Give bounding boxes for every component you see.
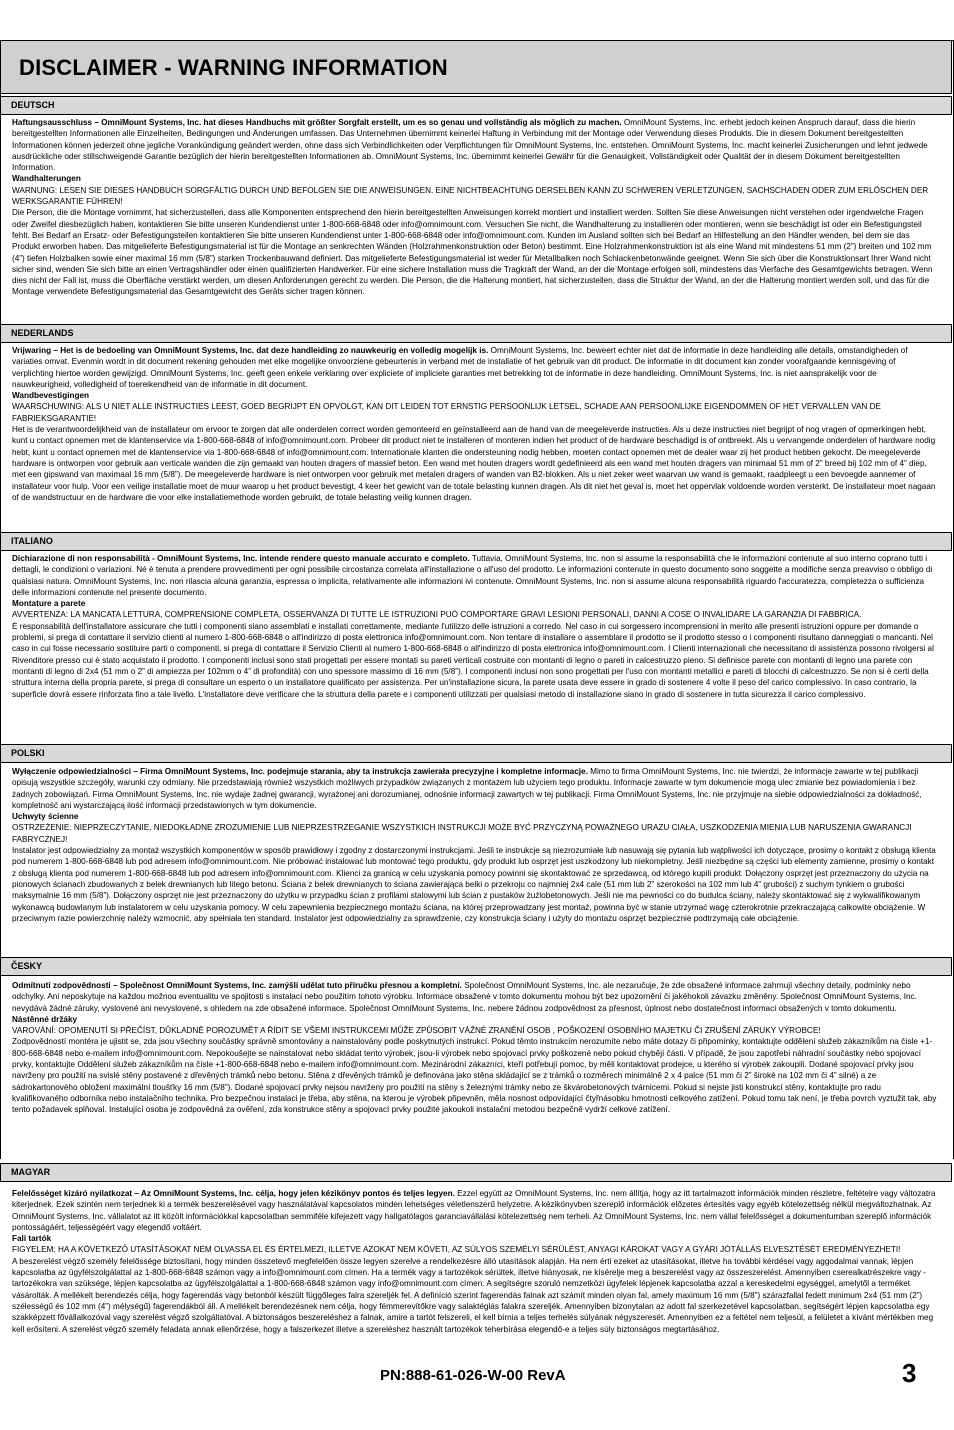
page-title: DISCLAIMER - WARNING INFORMATION bbox=[19, 55, 448, 80]
lead-bold: Dichiarazione di non responsabilità - OmniMount Systems, Inc. intende rendere questo manuale accurato e completo. bbox=[12, 554, 470, 563]
section-heading: ITALIANO bbox=[11, 536, 53, 546]
body-text: Het is de verantwoordelijkheid van de installateur om ervoor te zorgen dat alle onderdelen correct worden gemonteerd en geïnstalleerd aan de hand van de meegeleverde instructies. Als u deze instructies niet begrijpt of nog vragen of opmerkingen hebt, kunt u contact opnemen met de klantenservice via 1-800-668-6848 of info@omnimount.com. Probeer dit product niet te installeren of monteren indien het product of de hardware beschadigd is of ontbreekt. Als u vervangende onderdelen of hardware nodig hebt, kunt u contact opnemen met de klantenservice via 1-800-668-6848 of info@omnimount.com. Internationale klanten die ondersteuning nodig hebben, moeten contact opnemen met de dealer waar zij het product hebben gekocht. De meegeleverde hardware is ontworpen voor gebruik aan verticale wanden die zijn gemaakt van houten dragers of massief beton. Een wand met houten dragers wordt gedefinieerd als een wand met houten dragers van minimaal 51 mm of 2” breed bij 102 mm of 4” diep, met een gipswand van maximaal 16 mm (5/8”). De meegeleverde hardware is niet ontworpen voor gebruik met metalen dragers of wanden van B2-blokken. Als u niet zeker weet waarvan uw wand is gemaakt, raadpleegt u een bevoegde aannemer of installateur voor hulp. Voor een veilige installatie moet de muur waarop u het product bevestigt, 4 keer het gewicht van de totale belasting kunnen dragen. Als dit niet het geval is, moet het oppervlak voldoende worden versterkt. De installateur moet nagaan of de wandstructuur en de hardware die voor elke installatiemethode worden gebruikt, de totale belasting veilig kunnen dragen. bbox=[12, 425, 936, 502]
section-heading: NEDERLANDS bbox=[11, 328, 74, 338]
section-heading: DEUTSCH bbox=[11, 100, 55, 110]
lead-bold: Felelősséget kizáró nyilatkozat – Az OmniMount Systems, Inc. célja, hogy jelen kézikönyv pontos és teljes legyen. bbox=[12, 1189, 455, 1198]
warning-text: FIGYELEM: HA A KÖVETKEZŐ UTASÍTÁSOKAT NEM OLVASSA EL ÉS ÉRTELMEZI, ILLETVE AZOKAT NEM KÖVETI, AZ SÚLYOS SZEMÉLYI SÉRÜLÉST, ANYAGI KÁROKAT VAGY A GYÁRI JÓTÁLLÁS ELVESZTÉSÉT EREDMÉNYEZHETI! bbox=[12, 1245, 901, 1255]
subhead: Montature a parete bbox=[12, 599, 86, 609]
warning-text: VAROVÁNÍ: OPOMENUTÍ SI PŘEČÍST, DŮKLADNĚ POROZUMĚT A ŘÍDIT SE VŠEMI INSTRUKCEMI MŮŽE ZPŮSOBIT VÁŽNÉ ZRANĚNÍ OSOB , POŠKOZENÍ OSOBNÍHO MAJETKU ČI ZRUŠENÍ ZÁRUKY VÝROBCE! bbox=[12, 1026, 821, 1036]
section-header-polski bbox=[0, 744, 952, 763]
subhead: Fali tartók bbox=[12, 1234, 52, 1244]
section-header-italiano bbox=[0, 532, 952, 551]
lead-text: Tuttavia, OmniMount Systems, Inc. non si assume la responsabilità che le informazioni contenute al suo interno coprano tutti i dettagli, le condizioni o variazioni. Né è tenuta a prendere provvedimenti per ogni possibile circostanza correlata all'installazione o all'uso del prodotto. Le informazioni contenute in questo documento sono soggette a modifiche senza preavviso o obbligo di qualsiasi natura. OmniMount Systems, Inc. non rilascia alcuna garanzia, espressa o implicita, relativamente alle informazioni ivi contenute. OmniMount Systems, Inc. non si assume alcuna responsabilità riguardo l'accuratezza, completezza o sufficienza delle informazioni contenute nel presente documento. bbox=[12, 554, 933, 597]
section-body-italiano bbox=[12, 553, 937, 743]
section-body-polski bbox=[12, 766, 937, 956]
body-text: È responsabilità dell'installatore assicurare che tutti i componenti siano assemblati e installati correttamente, mediante l'utilizzo delle istruzioni a corredo. Nel caso in cui sorgessero incomprensioni in merito alle presenti istruzioni oppure per domande o problemi, si prega di contattare il servizio clienti al numero 1-800-668-6848 o all'indirizzo di posta elettronica info@omnimount.com. Non tentare di installare o assemblare il prodotto se il prodotto stesso o i componenti risultano danneggiati o mancanti. Nel caso in cui fosse necessario sostituire parti o componenti, si prega di contattare il Servizio Clienti al numero 1-800-668-6848 o all'indirizzo di posta elettronica info@omnimount.com. I Clienti internazionali che necessitano di assistenza possono rivolgersi al Rivenditore presso cui è stato acquistato il prodotto. I componenti inclusi sono stati progettati per essere montati su pareti verticali costruite con montanti di legno o pareti in calcestruzzo pieno. Si definisce parete con montanti di legno una parete con montanti di legno di 2x4 (51 mm o 2” di ampiezza per 102mm o 4” di profondità) con uno spessore massimo di 16 mm (5/8”). I componenti inclusi non sono progettati per l'uso con montanti metallici e pareti di blocchi di calcestruzzo. Se non si è certi della struttura interna della propria parete, si prega di consultare un esperto o un installatore qualificato per assistenza. Per un'installazione sicura, la parete usata deve essere in grado di sostenere 4 volte il peso del carico complessivo. In caso contrario, la superficie dovrà essere rinforzata fino a tale livello. L'installatore deve verificare che la struttura della parete e i componenti utilizzati per qualsiasi metodo di installazione siano in grado di sostenere in tutta sicurezza il carico complessivo. bbox=[12, 621, 934, 699]
warning-text: WAARSCHUWING: ALS U NIET ALLE INSTRUCTIES LEEST, GOED BEGRIJPT EN OPVOLGT, KAN DIT LEIDEN TOT ERNSTIG PERSOONLIJK LETSEL, SCHADE AAN PERSOONLIJKE EIGENDOMMEN OF HET VERVALLEN VAN DE FABRIEKSGARANTIE! bbox=[12, 402, 881, 423]
lead-text: OmniMount Systems, Inc. erhebt jedoch keinen Anspruch darauf, dass die hierin bereitgestellten Informationen alle Einzelheiten, Bedingungen und Änderungen umfassen. Das Unternehmen übernimmt keinerlei Haftung in Verbindung mit der Montage oder Verwendung dieses Produkts. Die in diesem Dokument bereitgestellten Informationen können jederzeit ohne jegliche Vorankündigung geändert werden, ohne dass sich Verbindlichkeiten oder Verpflichtungen für OmniMount Systems, Inc. entstehen. OmniMount Systems, Inc. macht keinerlei Zusicherungen und lehnt jedwede ausdrückliche oder stillschweigende Garantie bezüglich der hierin bereitgestellten Informationen ab. OmniMount Systems, Inc. übernimmt keinerlei Gewähr für die Genauigkeit, Vollständigkeit oder Qualität der in diesem Dokument bereitgestellten Information. bbox=[12, 118, 928, 173]
lead-text: Ezzel együtt az OmniMount Systems, Inc. nem állítja, hogy az itt tartalmazott információk minden részletre, feltételre vagy változatra kiterjednek. Ezek szintén nem terjednek ki a termék beszerelésével vagy használatával kapcsolatos minden lehetséges véletlenszerű helyzetre. A kézikönyvben szereplő információk előzetes értesítés vagy egyéb kötelezettség nélkül megváltozhatnak. Az OmniMount Systems, Inc. vállalatot az itt közölt információkkal kapcsolatban semmiféle kifejezett vagy hallgatólagos garanciavállalási kötelezettség nem terheli. Az OmniMount Systems, Inc. nem vállal felelősséget a dokumentumban szereplő információk pontosságáért, teljességéért vagy elegendő voltáért. bbox=[12, 1189, 936, 1232]
lead-text: Mimo to firma OmniMount Systems, Inc. nie twierdzi, że informacje zawarte w tej publikacji opisują wszystkie szczegóły, warunki czy odmiany. Nie przedstawiają również wszystkich możliwych przypadków związanych z montażem lub użyciem tego produktu. Informacje zawarte w tym dokumencie mogą ulec zmianie bez powiadomienia i bez żadnych zobowiązań. Firma OmniMount Systems, Inc. nie wydaje żadnej gwarancji, wyrażonej ani dorozumianej, odnośnie informacji zawartych w tej publikacji. Firma OmniMount Systems, Inc. nie przyjmuje na siebie odpowiedzialności za dokładność, kompletność ani wystarczającą ilość informacji przedstawionych w tym dokumencie. bbox=[12, 767, 922, 810]
lead-bold: Haftungsausschluss – OmniMount Systems, Inc. hat dieses Handbuchs mit größter Sorgfalt erstellt, um es so genau und vollständig als möglich zu machen. bbox=[12, 118, 622, 127]
subhead: Wandhalterungen bbox=[12, 174, 81, 184]
subhead: Nástěnné držáky bbox=[12, 1014, 78, 1024]
warning-text: AVVERTENZA: LA MANCATA LETTURA, COMPRENSIONE COMPLETA, OSSERVANZA DI TUTTE LE ISTRUZIONI PUÒ COMPORTARE GRAVI LESIONI PERSONALI, DANNI A COSE O INVALIDARE LA GARANZIA DI FABBRICA. bbox=[12, 610, 862, 620]
body-text: A beszerelést végző személy felelőssége biztosítani, hogy minden összetevő megfelelően össze legyen szerelve a rendelkezésre álló utasítások alapján. Ha nem érti ezeket az utasításokat, illetve ha további kérdései vagy aggodalmai vannak, lépjen kapcsolatba az ügyfélszolgálattal az 1-800-668-6848 számon vagy a info@omnimount.com címen. Ha a termék vagy a tartozékok sérültek, illetve hiányosak, ne kísérelje meg a beszerelést vagy az összeszerelést. Amennyiben cserealkatrészekre vagy -tartozékokra van szüksége, lépjen kapcsolatba az ügyfélszolgálattal a 1-800-668-6848 számon vagy info@omnimount.com címen. A segítségre szoruló nemzetközi ügyfelek lépjenek kapcsolatba azzal a kereskedelmi egységgel, amelytől a terméket vásárolták. A mellékelt berendezés célja, hogy fagerendás vagy betonból készült függőleges falra szereljék fel. A definíció szerint fagerendás falnak azt számít minden olyan fal, amely maximum 16 mm (5/8”) szárazfallal fedett minimum 2x4 (51 mm (2”) szélességű és 102 mm (4”) mélységű) fagerendákból áll. A mellékelt berendezésnek nem célja, hogy fémmerevítőkre vagy salaktéglás falakra szereljék. Amennyiben bizonytalan az adott fal szerkezetével kapcsolatban, segítségért lépjen kapcsolatba egy szakképzett fővállalkozóval vagy szerelést végző szolgáltatóval. A biztonságos beszereléshez a falnak, amire a tartót felszereli, el kell bírnia a teljes terhelés súlyának négyszeresét. Amennyiben ez a feltétel nem teljesül, a felületet a kívánt mértékben meg kell erősíteni. A szerelést végző személy feladata annak ellenőrzése, hogy a falszerkezet illetve a szereléshez használt tartozékok teherbírása elegendő-e a teljes súly biztonságos megtartásához. bbox=[12, 1256, 934, 1334]
subhead: Uchwyty ścienne bbox=[12, 812, 79, 822]
section-body-cesky bbox=[12, 980, 937, 1166]
section-header-cesky bbox=[0, 957, 952, 976]
body-text: Zodpovědností montéra je ujistit se, zda jsou všechny součástky správně smontovány a nainstalovány podle poskytnutých instrukcí. Pokud těmto instrukcím nerozumíte nebo máte dotazy či připomínky, kontaktujte oddělení služeb zákazníkům na čísle +1-800-668-6848 nebo e-mailem info@omnimount.com. Nepokoušejte se nainstalovat nebo skládat tento výrobek, jsou-li výrobek nebo spojovací prvky poškozené nebo pokud chybějí části. V případě, že jsou zapotřebí náhradní součástky nebo spojovací prvky, kontaktujte Oddělení služeb zákazníkům na čísle +1-800-668-6848 nebo e-mailem info@omnimount.com. Mezinárodní zákazníci, kteří potřebují pomoc, by měli kontaktovat prodejce, u kterého si výrobek zakoupili. Dodané spojovací prvky jsou navrženy pro použití na svislé stěny postavené z dřevěných trámků nebo betonu. Stěna z dřevěných trámků je definována jako stěna skládající se z trámků o rozměrech minimálně 2 x 4 palce (51 mm či 2” široké na 102 mm či 4” silné) a ze sádrokartonového obložení maximální tloušťky 16 mm (5/8”). Dodané spojovací prvky nejsou navrženy pro použití na stěny s železnými trámky nebo ze škvárobetonových tvárnicemi. Pokud si nejste jisti konstrukcí stěny, kontaktujte pro radu kvalifikovaného odborníka nebo instalačního technika. Pro bezpečnou instalaci je třeba, aby stěna, na kterou je výrobek připevněn, měla nosnost odpovídající čtyřnásobku hmotnosti celkového zatížení. Pokud tomu tak není, je třeba povrch vyztužit tak, aby tento požadavek splňoval. Instalující osoba je zodpovědná za ověření, zda konstrukce stěny a spojovací prvky použité jakoukoli instalační metodou bezpečně vydrží celkové zatížení. bbox=[12, 1037, 937, 1115]
page-number: 3 bbox=[902, 1358, 917, 1388]
lead-text: Společnost OmniMount Systems, Inc. ale nezaručuje, že zde obsažené informace zahrnují všechny detaily, podmínky nebo odchylky. Ani neposkytuje na každou možnou eventualitu ve spojitosti s instalací nebo použitím tohoto výrobku. Informace obsažené v tomto dokumentu mohou být bez upozornění či jakéhokoli závazku změněny. Společnost OmniMount Systems, Inc. nevydává žádné záruky, vyslovené ani nevyslovené, s ohledem na zde obsažené informace. Společnost OmniMount Systems, Inc. nebere žádnou zodpovědnost za přesnost, úplnost nebo dostatečnost informací obsažených v tomto dokumentu. bbox=[12, 981, 917, 1013]
section-heading: ČESKY bbox=[11, 961, 43, 971]
section-header-magyar bbox=[0, 1163, 952, 1182]
part-number: PN:888-61-026-W-00 RevA bbox=[380, 1367, 566, 1384]
section-header-deutsch bbox=[0, 96, 952, 115]
section-body-nederlands bbox=[12, 345, 937, 531]
body-text: Instalator jest odpowiedzialny za montaż wszystkich komponentów w sposób prawidłowy i zgodny z dostarczonymi instrukcjami. Jeśli te instrukcje są niezrozumiałe lub nasuwają się pytania lub wątpliwości ich dotyczące, prosimy o kontakt z obsługą klienta pod numerem 1-800-668-6848 lub pod adresem info@omnimount.com. Nie próbować instalować lub montować tego produktu, gdy produkt lub osprzęt jest uszkodzony lub niekompletny. Jeśli niezbędne są części lub elementy zamienne, prosimy o kontakt z obsługą klienta pod numerem 1-800-668-6848 lub pod adresem info@omnimount.com. Klienci za granicą w celu uzyskania pomocy powinni się skontaktować ze sprzedawcą, od którego kupili produkt. Dołączony osprzęt jest przeznaczony do użycia na pionowych ścianach zbudowanych z belek drewnianych lub litego betonu. Ściana z belek drewnianych to ściana zawierająca belki o przekroju co najmniej 2x4 cale (51 mm lub 2” szerokości na 102 mm lub 4” grubości) z suchym tynkiem o grubości maksymalnie 16 mm (5/8”). Dołączony osprzęt nie jest przeznaczony do użytku w przypadku ścian z profilami stalowymi lub ścian z pustaków żużlobetonowych. Jeśli nie ma pewności co do budulca ściany, należy skontaktować się z wykwalifikowanym wykonawcą budowlanym lub instalatorem w celu uzyskania pomocy. W celu zapewnienia bezpiecznego montażu ściana, na której przeprowadzany jest montaż, powinna być w stanie utrzymać wagę czterokrotnie przekraczającą całkowite obciążenie. W przeciwnym razie powierzchnię należy wzmocnić, aby spełniała ten standard. Instalator jest odpowiedzialny za sprawdzenie, czy konstrukcja ściany i użyty do montażu osprzęt bezpiecznie podtrzymają całe obciążenie. bbox=[12, 846, 936, 923]
warning-text: OSTRZEŻENIE: NIEPRZECZYTANIE, NIEDOKŁADNE ZROZUMIENIE LUB NIEPRZESTRZEGANIE WSZYSTKICH INSTRUKCJI MOŻE BYĆ PRZYCZYNĄ POWAŻNEGO URAZU CIAŁA, USZKODZENIA MIENIA LUB NARUSZENIA GWARANCJI FABRYCZNEJ! bbox=[12, 823, 912, 844]
body-text: Die Person, die die Montage vornimmt, hat sicherzustellen, dass alle Komponenten entsprechend den hierin bereitgestellten Anweisungen korrekt montiert und installiert werden. Sollten Sie diese Anweisungen nicht verstehen oder irgendwelche Fragen oder Zweifel diesbezüglich haben, kontaktieren Sie bitte unseren Kundendienst unter 1-800-668-6848 oder info@omnimount.com. Versuchen Sie nicht, die Wandhalterung zu installieren oder montieren, wenn sie beschädigt ist oder ein Befestigungsteil fehlt. Bei Bedarf an Ersatz- oder Befestigungsteilen kontaktieren Sie bitte unseren Kundendienst unter 1-800-668-6848 oder info@omnimount.com. Kunden im Ausland sollten sich bei Bedarf an Hilfestellung an den Händler wenden, bei dem sie das Produkt erworben haben. Das mitgelieferte Befestigungsmaterial ist für die Montage an senkrechten Wänden (Holzrahmenkonstruktion oder Beton) bestimmt. Eine Holzrahmenkonstruktion ist als eine Wand mit mindestens 51 mm (2”) breiten und 102 mm (4”) tiefen Holzbalken sowie einer maximal 16 mm (5/8”) starken Trockenbauwand definiert. Das mitgelieferte Befestigungsmaterial ist weder für Metallbalken noch Schlackenbetonwände geeignet. Wenn Sie sich über die Konstruktionsart Ihrer Wand nicht sicher sind, wenden Sie sich bitte an einen Vertragshändler oder einen qualifizierten Handwerker. Für eine sichere Installation muss die Tragkraft der Wand, an der die Montage erfolgen soll, mindestens das Vierfache des Gesamtgewichts betragen. Wenn dies nicht der Fall ist, muss die Oberfläche verstärkt werden, um diesen Anforderungen gerecht zu werden. Die Person, die die Halterung montiert, hat sicherzustellen, dass die Struktur der Wand, an der die Halterung montiert werden soll, und das für die Montage verwendete Befestigungsmaterial das Gesamtgewicht des Geräts sicher tragen können. bbox=[12, 208, 933, 297]
lead-bold: Odmítnutí zodpovědnosti – Společnost OmniMount Systems, Inc. zamýšlí udělat tuto příručku přesnou a kompletní. bbox=[12, 981, 462, 990]
lead-text: OmniMount Systems, Inc. beweert echter niet dat de informatie in deze handleiding alle details, omstandigheden of variaties omvat. Evenmin wordt in dit document rekening gehouden met elke mogelijke onvoorziene gebeurtenis in verband met de installatie of het gebruik van dit product. De informatie in dit document kan zonder voorafgaande kennisgeving of verplichting hiertoe worden gewijzigd. OmniMount Systems, Inc. geeft geen enkele verklaring over expliciete of impliciete garanties met betrekking tot de informatie in deze handleiding. OmniMount Systems, Inc. is niet aansprakelijk voor de nauwkeurigheid, volledigheid of toereikendheid van de informatie in dit document. bbox=[12, 346, 908, 389]
section-header-nederlands bbox=[0, 324, 952, 343]
warning-text: WARNUNG: LESEN SIE DIESES HANDBUCH SORGFÄLTIG DURCH UND BEFOLGEN SIE DIE ANWEISUNGEN. EINE NICHTBEACHTUNG DERSELBEN KANN ZU SCHWEREN VERLETZUNGEN, SACHSCHADEN ODER ZUM ERLÖSCHEN DER WERKSGARANTIE FÜHREN! bbox=[12, 185, 929, 207]
section-body-deutsch bbox=[12, 117, 937, 323]
lead-bold: Vrijwaring – Het is de bedoeling van OmniMount Systems, Inc. dat deze handleiding zo nauwkeurig en volledig mogelijk is. bbox=[12, 346, 489, 355]
title-bar bbox=[0, 40, 952, 94]
section-heading: MAGYAR bbox=[11, 1167, 51, 1177]
section-heading: POLSKI bbox=[11, 748, 45, 758]
lead-bold: Wyłączenie odpowiedzialności – Firma OmniMount Systems, Inc. podejmuje starania, aby ta instrukcja zawierała precyzyjne i kompletne informacje. bbox=[12, 767, 588, 776]
subhead: Wandbevestigingen bbox=[12, 391, 90, 401]
section-body-magyar bbox=[12, 1188, 937, 1374]
